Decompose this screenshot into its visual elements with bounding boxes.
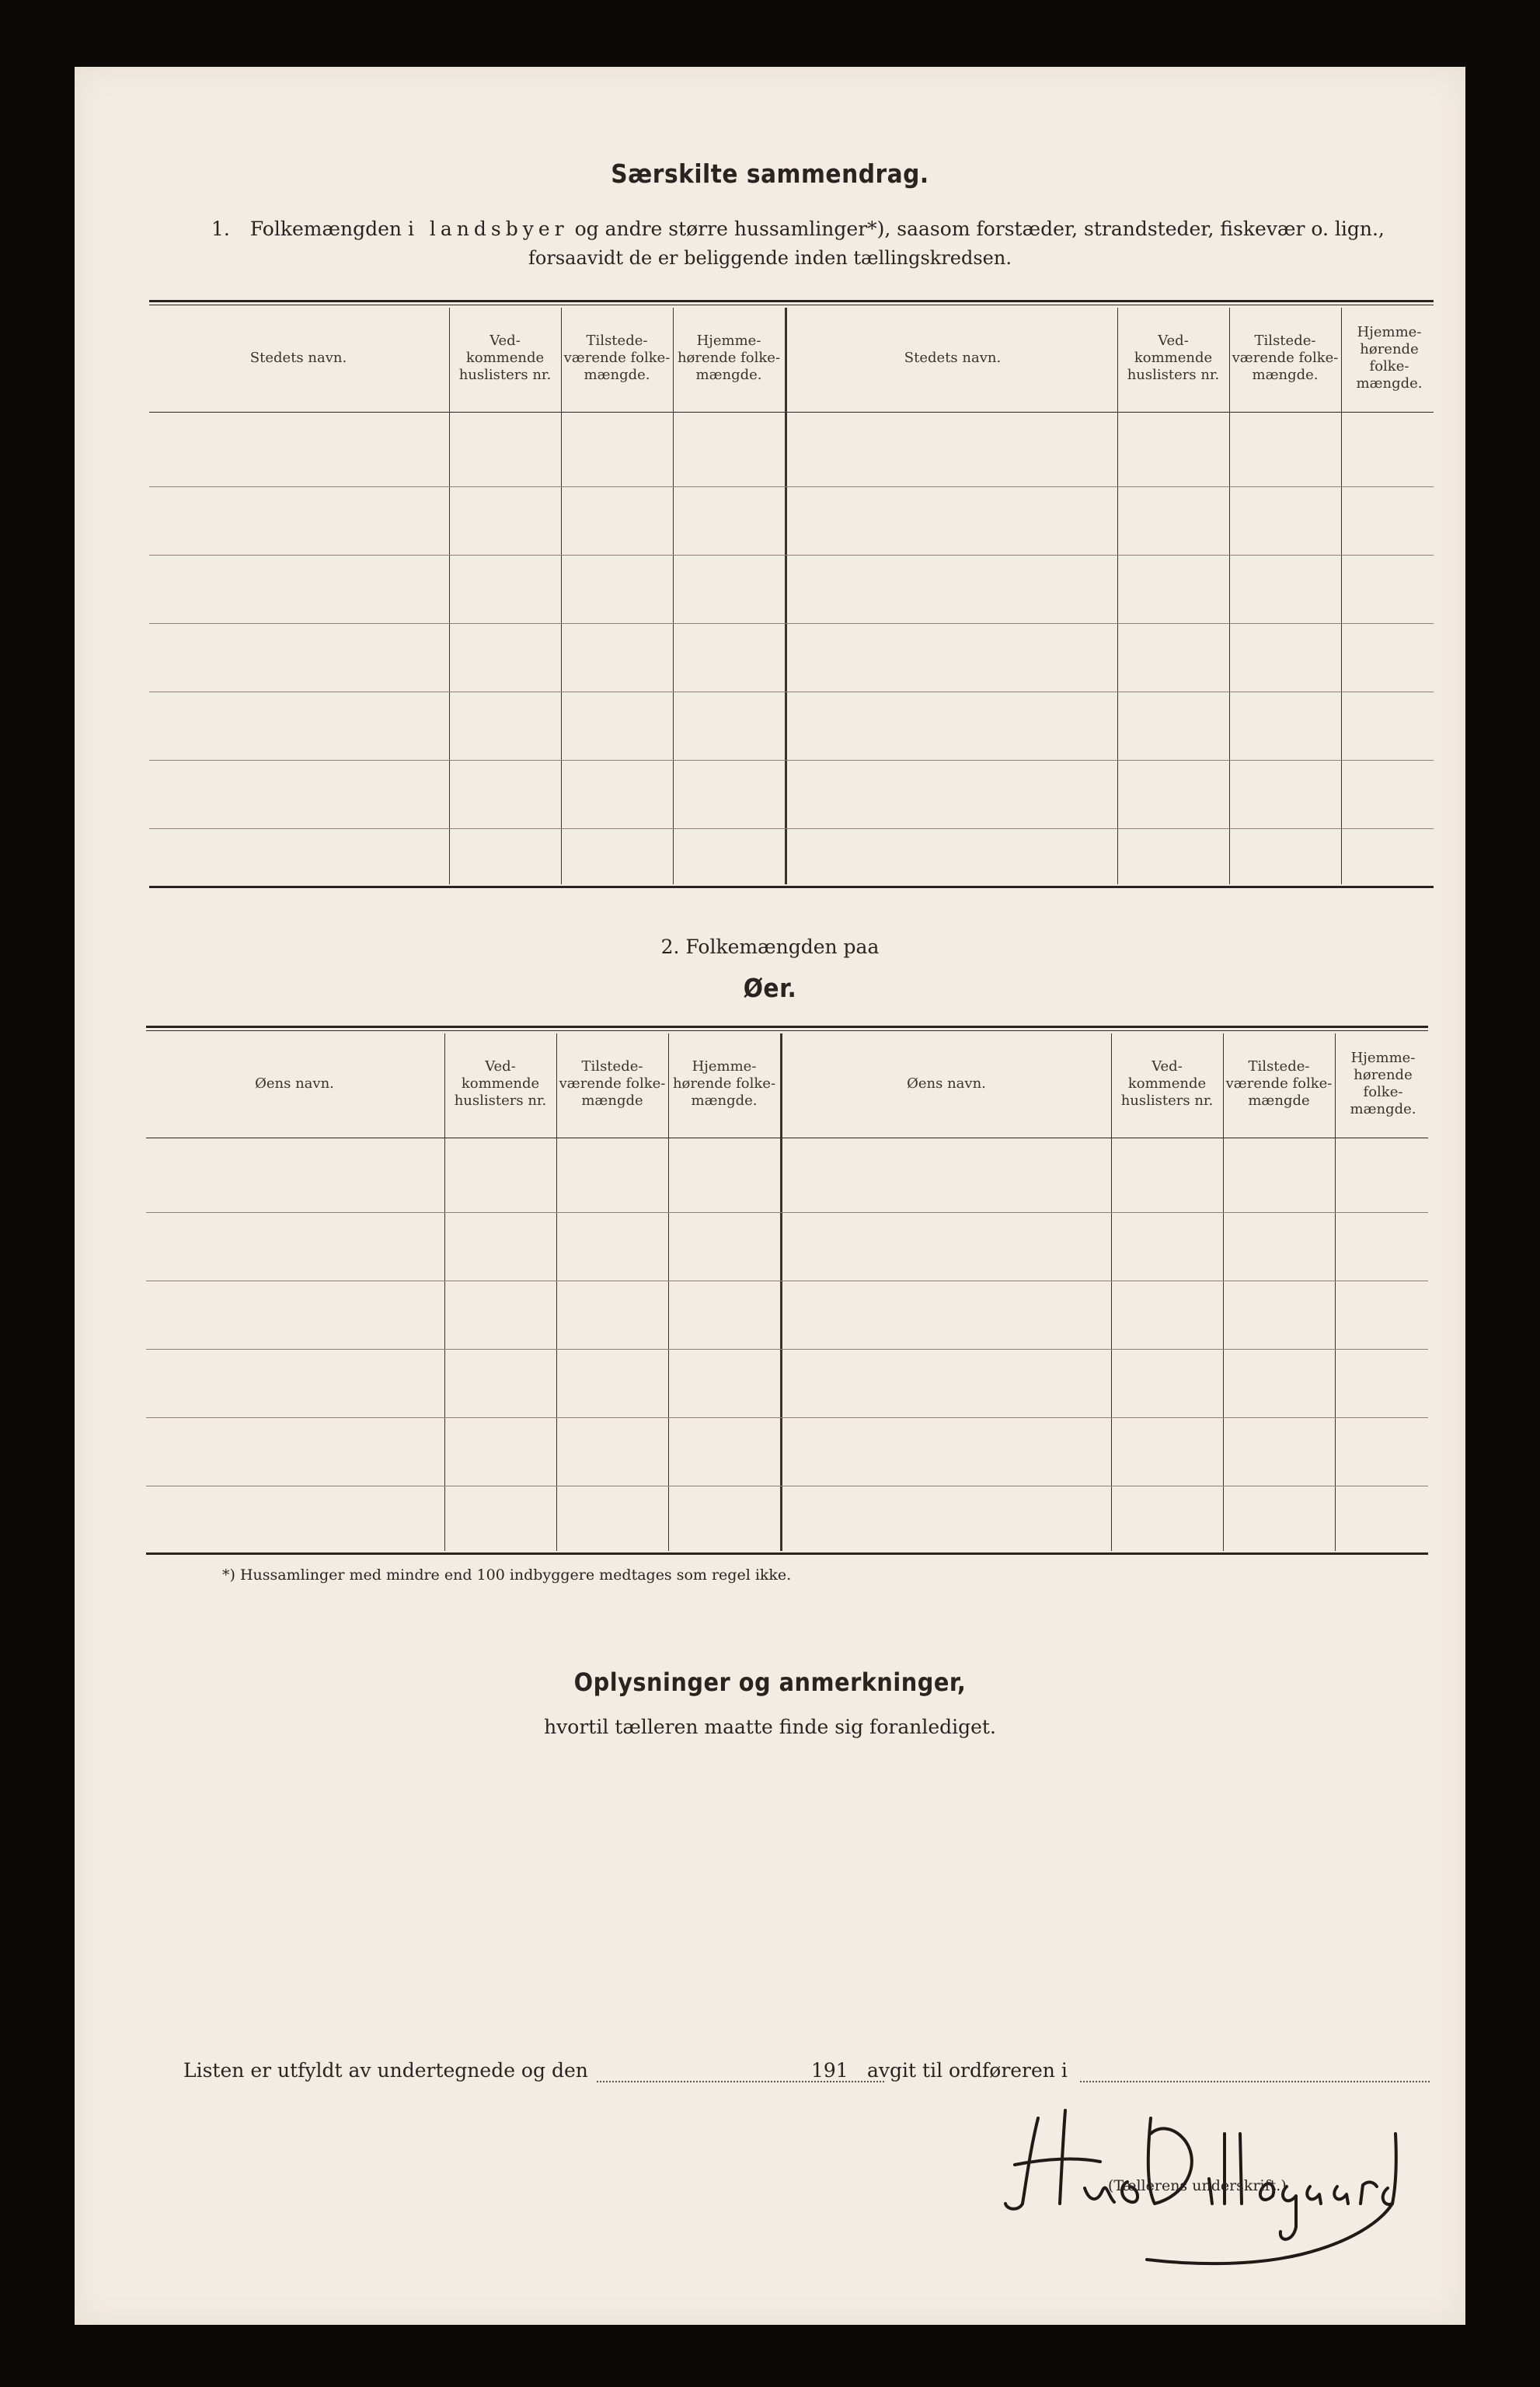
- header-tilstede-right: Tilstede- værende folke- mængde.: [1232, 333, 1339, 383]
- section1-text-b: i landsbyer: [407, 218, 569, 240]
- section1-intro-line1: [211, 218, 1385, 240]
- header-oens-navn-left: Øens navn.: [255, 1075, 334, 1092]
- footnote: *) Hussamlinger med mindre end 100 indbyggere medtages som regel ikke.: [222, 1566, 792, 1584]
- section1-text-c: og andre større hussamlinger*), saasom forstæder, strandsteder, fiskevær o. lign.,: [574, 218, 1385, 240]
- header-stedets-navn-right: Stedets navn.: [904, 350, 1002, 366]
- section1-text-a: Folkemængden: [249, 218, 402, 240]
- section1-intro-line2: forsaavidt de er beliggende inden tællingskredsen.: [528, 247, 1012, 269]
- section2-title: Øer.: [743, 973, 797, 1003]
- remarks-subtitle: hvortil tælleren maatte finde sig foranlediget.: [544, 1716, 996, 1738]
- section2-intro: 2. Folkemængden paa: [660, 936, 880, 958]
- header-tilstede-oer-left: Tilstede- værende folke- mængde: [559, 1058, 666, 1109]
- header-hjemme-left: Hjemme- hørende folke- mængde.: [677, 333, 781, 383]
- header-hjemme-oer-left: Hjemme- hørende folke- mængde.: [672, 1058, 776, 1109]
- header-hjemme-right: Hjemme- hørende folke- mængde.: [1356, 324, 1423, 392]
- header-tilstede-left: Tilstede- værende folke- mængde.: [563, 333, 671, 383]
- header-huslister-oer-left: Ved- kommende huslisters nr.: [454, 1058, 547, 1109]
- header-hjemme-oer-right: Hjemme- hørende folke- mængde.: [1350, 1050, 1416, 1117]
- header-huslister-oer-right: Ved- kommende huslisters nr.: [1120, 1058, 1214, 1109]
- remarks-title: Oplysninger og anmerkninger,: [573, 1667, 967, 1697]
- year-prefix: 191: [811, 2059, 848, 2082]
- header-oens-navn-right: Øens navn.: [907, 1075, 986, 1092]
- signature-caption: (Tællerens underskrift.): [1108, 2177, 1287, 2194]
- signature-text-a: Listen er utfyldt av undertegnede og den: [183, 2059, 588, 2082]
- header-stedets-navn-left: Stedets navn.: [249, 350, 347, 366]
- signature-text-b: avgit til ordføreren i: [867, 2059, 1068, 2082]
- header-huslister-right: Ved- kommende huslisters nr.: [1127, 333, 1220, 383]
- census-form-page: [75, 67, 1465, 2325]
- section1-number: 1.: [211, 218, 230, 240]
- page-title: Særskilte sammendrag.: [611, 159, 929, 189]
- header-huslister-left: Ved- kommende huslisters nr.: [458, 333, 552, 383]
- header-tilstede-oer-right: Tilstede- værende folke- mængde: [1225, 1058, 1333, 1109]
